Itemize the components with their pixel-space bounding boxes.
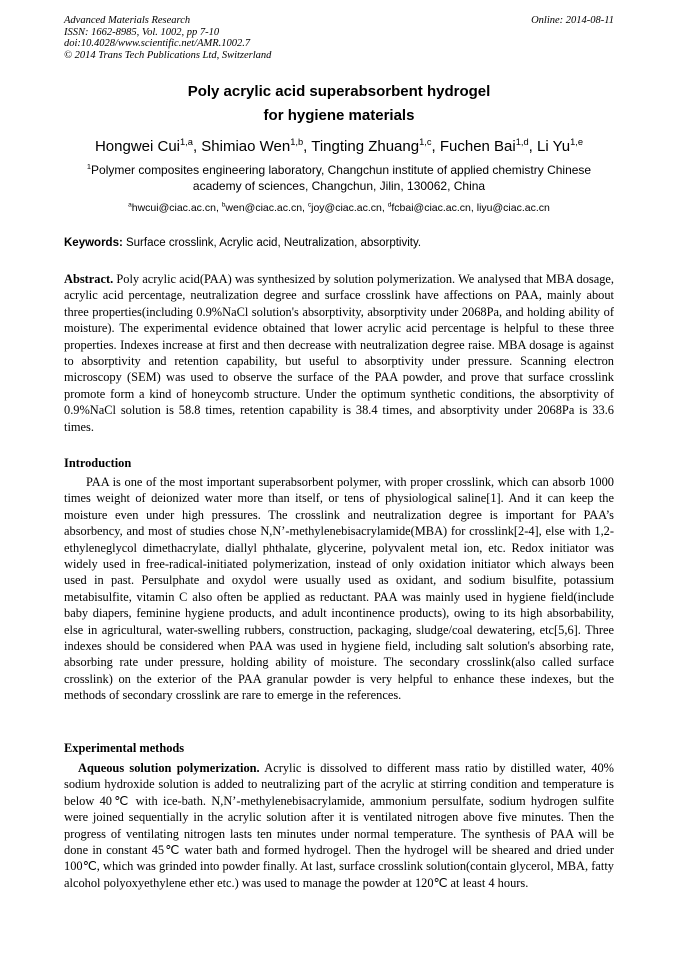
introduction-paragraph: PAA is one of the most important superabsorbent polymer, with proper crosslink, which can absorb 1000 times weight of deionized water more than itself, or tens of physiological saline[1]. And it can keep the moisture even under high pressures. The crosslink and neutralization degree is important for PAA’s absorbency, and most of studies chose N,N’-methylenebisacrylamide(MBA) for crosslink[2-4], else with 1,2-ethyleneglycol dimethacrylate, diallyl phthalate, glycerine, polyvalent metal ion, etc. Redox initiator was widely used in free-radical-initiated polymerization, instead of only oxidation initiator which always been used in past. Persulphate and oxydol were usually used as oxidant, and sodium bisulfite, potassium metabisulfite, vitamin C also often be applied as reductant. PAA was mainly used in hygiene field(include baby diapers, feminine hygiene products, and adult incontinence products), owing to its high absorbability, else in agricultural, water-swelling rubbers, construction, packaging, sludge/coal dewatering, etc[5,6]. Three indexes should be considered when PAA was used in hygiene field, including salt solution's absorbing rate, absorbing rate under pressure, holding ability of moisture. The secondary crosslink(also called surface crosslink) on the exterior of the PAA granular powder is very helpful to enhance these indexes, but the methods of secondary crosslink are rare to emerge in the references. <box>64 475 614 703</box>
email: $^a$hwcui@ciac.ac.cn, <box>128 201 222 214</box>
email: liyu@ciac.ac.cn <box>476 202 550 214</box>
author-list <box>0 137 678 157</box>
experimental-heading: Experimental methods <box>64 741 185 755</box>
email-list <box>0 202 678 215</box>
affiliation: $^1$Polymer composites engineering laboratory, Changchun institute of applied chemistry Chinese academy of sciences, Changchun, Jilin, 130062, China <box>86 162 592 193</box>
journal-doi: doi:10.4028/www.scientific.net/AMR.1002.7 <box>64 38 251 50</box>
paper-title-line-2: for hygiene materials <box>263 107 415 124</box>
online-date: Online: 2014-08-11 <box>531 15 614 26</box>
journal-header <box>64 15 271 61</box>
experimental-lead: Aqueous solution polymerization. <box>78 761 260 775</box>
introduction-heading: Introduction <box>64 456 132 470</box>
author: Shimiao Wen$^{1,b}$, <box>201 137 312 155</box>
journal-issn: ISSN: 1662-8985, Vol. 1002, pp 7-10 <box>64 26 220 38</box>
paper-title <box>0 80 678 128</box>
author: Hongwei Cui$^{1,a}$, <box>94 137 202 155</box>
keywords-text: Surface crosslink, Acrylic acid, Neutralization, absorptivity. <box>122 237 422 249</box>
email: $^d$fcbai@ciac.ac.cn, <box>387 201 477 214</box>
author: Fuchen Bai$^{1,d}$, <box>439 137 538 155</box>
experimental-paragraph <box>64 760 614 891</box>
abstract-text: Poly acrylic acid(PAA) was synthesized by solution polymerization. We analysed that MBA dosage, acrylic acid percentage, neutralization degree and surface crosslink have affections on PAA, mainly about three properties(including 0.9%NaCl solution's absorptivity, absorptivity under 2068Pa, and holding ability of moisture). The experimental evidence obtained that lower acrylic acid percentage is helpful to these three properties. Indexes increase at first and then decrease with neutralization degree raise. MBA dosage is against to absorptivity and retention capability, but useful to absorptivity under pressure. Scanning electron microscopy (SEM) was used to observe the surface of the PAA powder, and prove that surface crosslink promote form a kind of honeycomb structure. Under the optimum synthetic conditions, the absorptivity of 0.9%NaCl solution is 58.8 times, retention capability is 38.4 times, and absorptivity under 2068Pa is 33.6 times. <box>64 272 614 434</box>
abstract <box>64 271 614 435</box>
paper-title-line-1: Poly acrylic acid superabsorbent hydrogel <box>187 83 491 100</box>
email: $^c$joy@ciac.ac.cn, <box>307 201 388 214</box>
journal-copyright: © 2014 Trans Tech Publications Ltd, Switzerland <box>64 49 272 61</box>
experimental-text: Acrylic is dissolved to different mass ratio by distilled water, 40% sodium hydroxide solution is added to neutralizing part of the acrylic at stirring condition and temperature is below 40℃ with ice-bath. N,N’-methylenebisacrylamide, ammonium persulfate, sodium hydrogen sulfite were joined sequentially in the acrylic solution after it is ventilated nitrogen above five minutes. Then the progress of ventilating nitrogen lasts ten minutes under normal temperature. The synthesis of PAA will be done in constant 45℃ water bath and formed hydrogel. Then the hydrogel will be sheared and dried under 100℃, which was grinded into powder finally. At last, surface crosslink solution(contain glycerol, MBA, fatty alcohol polyoxyethylene ether etc.) was used to manage the powder at 120℃ at least 4 hours. <box>64 761 614 890</box>
journal-name: Advanced Materials Research <box>64 15 191 26</box>
keywords <box>64 236 614 250</box>
email: $^b$wen@ciac.ac.cn, <box>221 201 308 214</box>
keywords-label: Keywords: <box>64 237 123 249</box>
author: Li Yu$^{1,e}$ <box>537 137 584 155</box>
author: Tingting Zhuang$^{1,c}$, <box>311 137 440 155</box>
abstract-label: Abstract. <box>64 272 114 286</box>
